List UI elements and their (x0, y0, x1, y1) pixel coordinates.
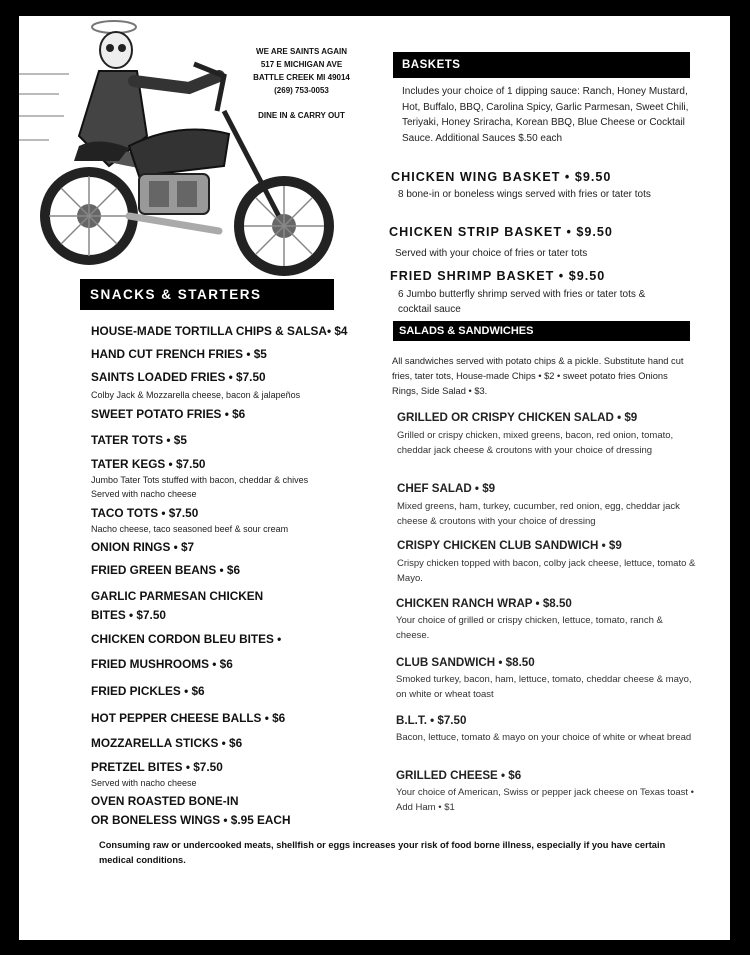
snack-item: OR BONELESS WINGS • $.95 EACH (91, 813, 291, 827)
salads-intro: All sandwiches served with potato chips & a pickle. Substitute hand cut fries, tater tots, House-made Chips • $2 • sweet potato fries Onions Rings, Side Salad • $3. (392, 356, 684, 396)
snack-item: SAINTS LOADED FRIES • $7.50 (91, 370, 266, 384)
snack-item: MOZZARELLA STICKS • $6 (91, 736, 243, 750)
salad-item: CHICKEN RANCH WRAP • $8.50 (396, 597, 572, 610)
salad-item: CLUB SANDWICH • $8.50 (396, 656, 535, 669)
salad-item-desc: Grilled or crispy chicken, mixed greens, bacon, red onion, tomato, cheddar jack cheese & croutons with your choice of dressing (397, 430, 674, 456)
restaurant-street: 517 E MICHIGAN AVE (260, 60, 343, 69)
snack-item: FRIED PICKLES • $6 (91, 684, 205, 698)
salad-item-desc: Bacon, lettuce, tomato & mayo on your choice of white or wheat bread (396, 732, 692, 743)
salad-item-desc: Mixed greens, ham, turkey, cucumber, red onion, egg, cheddar jack cheese & croutons with your choice of dressing (397, 501, 680, 527)
basket-item: CHICKEN WING BASKET • $9.50 (391, 170, 612, 184)
food-safety-disclaimer: Consuming raw or undercooked meats, shellfish or eggs increases your risk of food borne illness, especially if you have certain medical conditions. (99, 840, 666, 865)
salad-item-desc: Your choice of grilled or crispy chicken, lettuce, tomato, ranch & cheese. (396, 615, 663, 641)
salad-item-desc: Your choice of American, Swiss or pepper jack cheese on Texas toast • Add Ham • $1 (396, 787, 694, 813)
basket-item-desc: 8 bone-in or boneless wings served with fries or tater tots (398, 189, 651, 200)
snack-item-desc: Served with nacho cheese (91, 489, 197, 499)
basket-item-desc: Served with your choice of fries or tater tots (395, 248, 588, 259)
salad-item: B.L.T. • $7.50 (396, 714, 467, 727)
snack-item-desc: Colby Jack & Mozzarella cheese, bacon & jalapeños (91, 390, 301, 400)
snack-item: CHICKEN CORDON BLEU BITES • (91, 632, 282, 646)
basket-item: FRIED SHRIMP BASKET • $9.50 (390, 269, 606, 283)
snack-item: TATER TOTS • $5 (91, 433, 187, 447)
baskets-intro: Includes your choice of 1 dipping sauce: Ranch, Honey Mustard, Hot, Buffalo, BBQ, Carolina Spicy, Garlic Parmesan, Sweet Chili, Teriyaki, Honey Sriracha, Korean BBQ, Blue Cheese or Cocktail Sauce. Additional Sauces $.50 each (402, 86, 689, 144)
restaurant-service: DINE IN & CARRY OUT (258, 111, 345, 120)
restaurant-info (239, 45, 364, 122)
salad-item-desc: Crispy chicken topped with bacon, colby jack cheese, lettuce, tomato & Mayo. (397, 558, 696, 584)
restaurant-phone: (269) 753-0053 (274, 86, 329, 95)
snack-item: FRIED GREEN BEANS • $6 (91, 563, 240, 577)
salad-item: GRILLED OR CRISPY CHICKEN SALAD • $9 (397, 411, 638, 424)
snack-item: BITES • $7.50 (91, 608, 166, 622)
snack-item: HOT PEPPER CHEESE BALLS • $6 (91, 711, 286, 725)
salad-item: CHEF SALAD • $9 (397, 482, 496, 495)
salad-item-desc: Smoked turkey, bacon, ham, lettuce, tomato, cheddar cheese & mayo, on white or wheat toast (396, 674, 692, 700)
baskets-heading: BASKETS (393, 52, 690, 78)
basket-item-desc: 6 Jumbo butterfly shrimp served with fries or tater tots & cocktail sauce (398, 289, 646, 315)
snack-item-desc: Jumbo Tater Tots stuffed with bacon, cheddar & chives (91, 475, 309, 485)
snack-item: TACO TOTS • $7.50 (91, 506, 199, 520)
snack-item: SWEET POTATO FRIES • $6 (91, 407, 246, 421)
salads-heading: SALADS & SANDWICHES (393, 321, 690, 341)
restaurant-city: BATTLE CREEK MI 49014 (253, 73, 350, 82)
snacks-heading: SNACKS & STARTERS (80, 279, 334, 310)
snack-item: HOUSE-MADE TORTILLA CHIPS & SALSA• $4 (91, 324, 348, 338)
menu-page (19, 16, 730, 940)
snack-item: ONION RINGS • $7 (91, 540, 195, 554)
snack-item: OVEN ROASTED BONE-IN (91, 794, 239, 808)
salad-item: GRILLED CHEESE • $6 (396, 769, 522, 782)
snack-item-desc: Nacho cheese, taco seasoned beef & sour cream (91, 524, 289, 534)
basket-item: CHICKEN STRIP BASKET • $9.50 (389, 225, 613, 239)
snack-item: TATER KEGS • $7.50 (91, 457, 206, 471)
snack-item: GARLIC PARMESAN CHICKEN (91, 589, 264, 603)
salad-item: CRISPY CHICKEN CLUB SANDWICH • $9 (397, 539, 622, 552)
snack-item: PRETZEL BITES • $7.50 (91, 760, 223, 774)
snack-item-desc: Served with nacho cheese (91, 778, 197, 788)
snack-item: FRIED MUSHROOMS • $6 (91, 657, 233, 671)
restaurant-name: WE ARE SAINTS AGAIN (256, 47, 347, 56)
snack-item: HAND CUT FRENCH FRIES • $5 (91, 347, 267, 361)
